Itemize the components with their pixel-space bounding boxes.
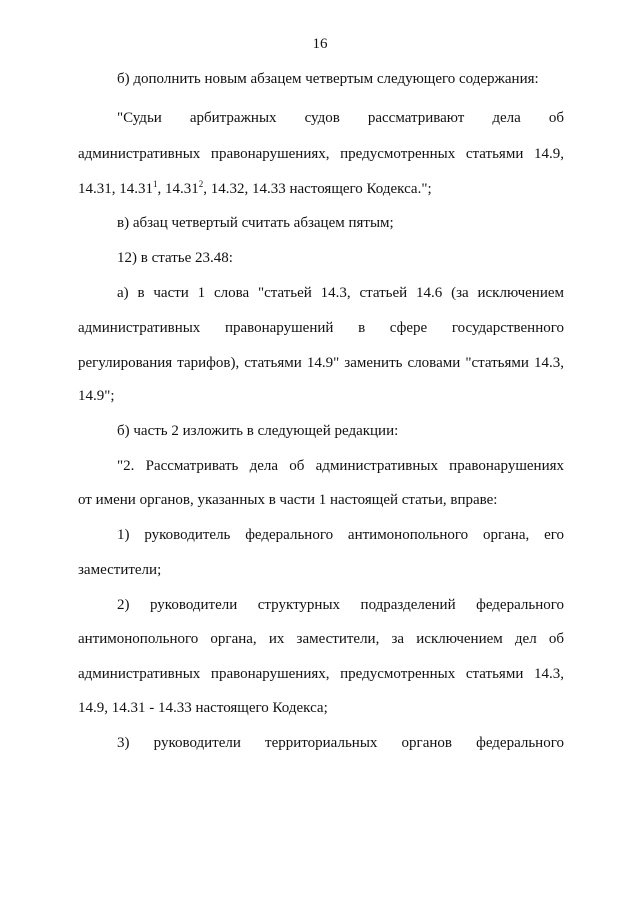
paragraph-line: 14.9"; <box>78 388 115 404</box>
text-run: , 14.31 <box>157 181 199 197</box>
paragraph-line: административных правонарушениях, предусмотренных статьями 14.9, <box>78 146 564 162</box>
page-number: 16 <box>312 36 328 52</box>
paragraph-line: "Судьи арбитражных судов рассматривают дела об <box>117 110 564 126</box>
paragraph-line: 14.9, 14.31 - 14.33 настоящего Кодекса; <box>78 700 328 716</box>
paragraph-line: от имени органов, указанных в части 1 настоящей статьи, вправе: <box>78 492 498 508</box>
paragraph-line: 2) руководители структурных подразделений федерального <box>117 597 564 613</box>
paragraph-line: административных правонарушений в сфере государственного <box>78 320 564 336</box>
paragraph-line: регулирования тарифов), статьями 14.9" заменить словами "статьями 14.3, <box>78 355 564 371</box>
paragraph-line-with-superscripts <box>78 179 564 199</box>
paragraph-line: антимонопольного органа, их заместители, за исключением дел об <box>78 631 564 647</box>
superscript: 1 <box>153 179 158 189</box>
paragraph-line: а) в части 1 слова "статьей 14.3, статьей 14.6 (за исключением <box>117 285 564 301</box>
text-run: , 14.32, 14.33 настоящего Кодекса."; <box>203 181 432 197</box>
superscript: 2 <box>198 179 204 189</box>
paragraph-line: административных правонарушениях, предусмотренных статьями 14.3, <box>78 666 564 682</box>
text-run: 14.31, 14.31 <box>78 181 153 197</box>
paragraph-line: 12) в статье 23.48: <box>117 250 233 266</box>
paragraph-line: "2. Рассматривать дела об административных правонарушениях <box>117 458 564 474</box>
paragraph-line: б) дополнить новым абзацем четвертым следующего содержания: <box>117 71 539 87</box>
paragraph-line: в) абзац четвертый считать абзацем пятым; <box>117 215 394 231</box>
paragraph-line: 3) руководители территориальных органов федерального <box>117 735 564 751</box>
paragraph-line: заместители; <box>78 562 162 578</box>
paragraph-line: б) часть 2 изложить в следующей редакции: <box>117 423 399 439</box>
paragraph-line: 1) руководитель федерального антимонопольного органа, его <box>117 527 564 543</box>
